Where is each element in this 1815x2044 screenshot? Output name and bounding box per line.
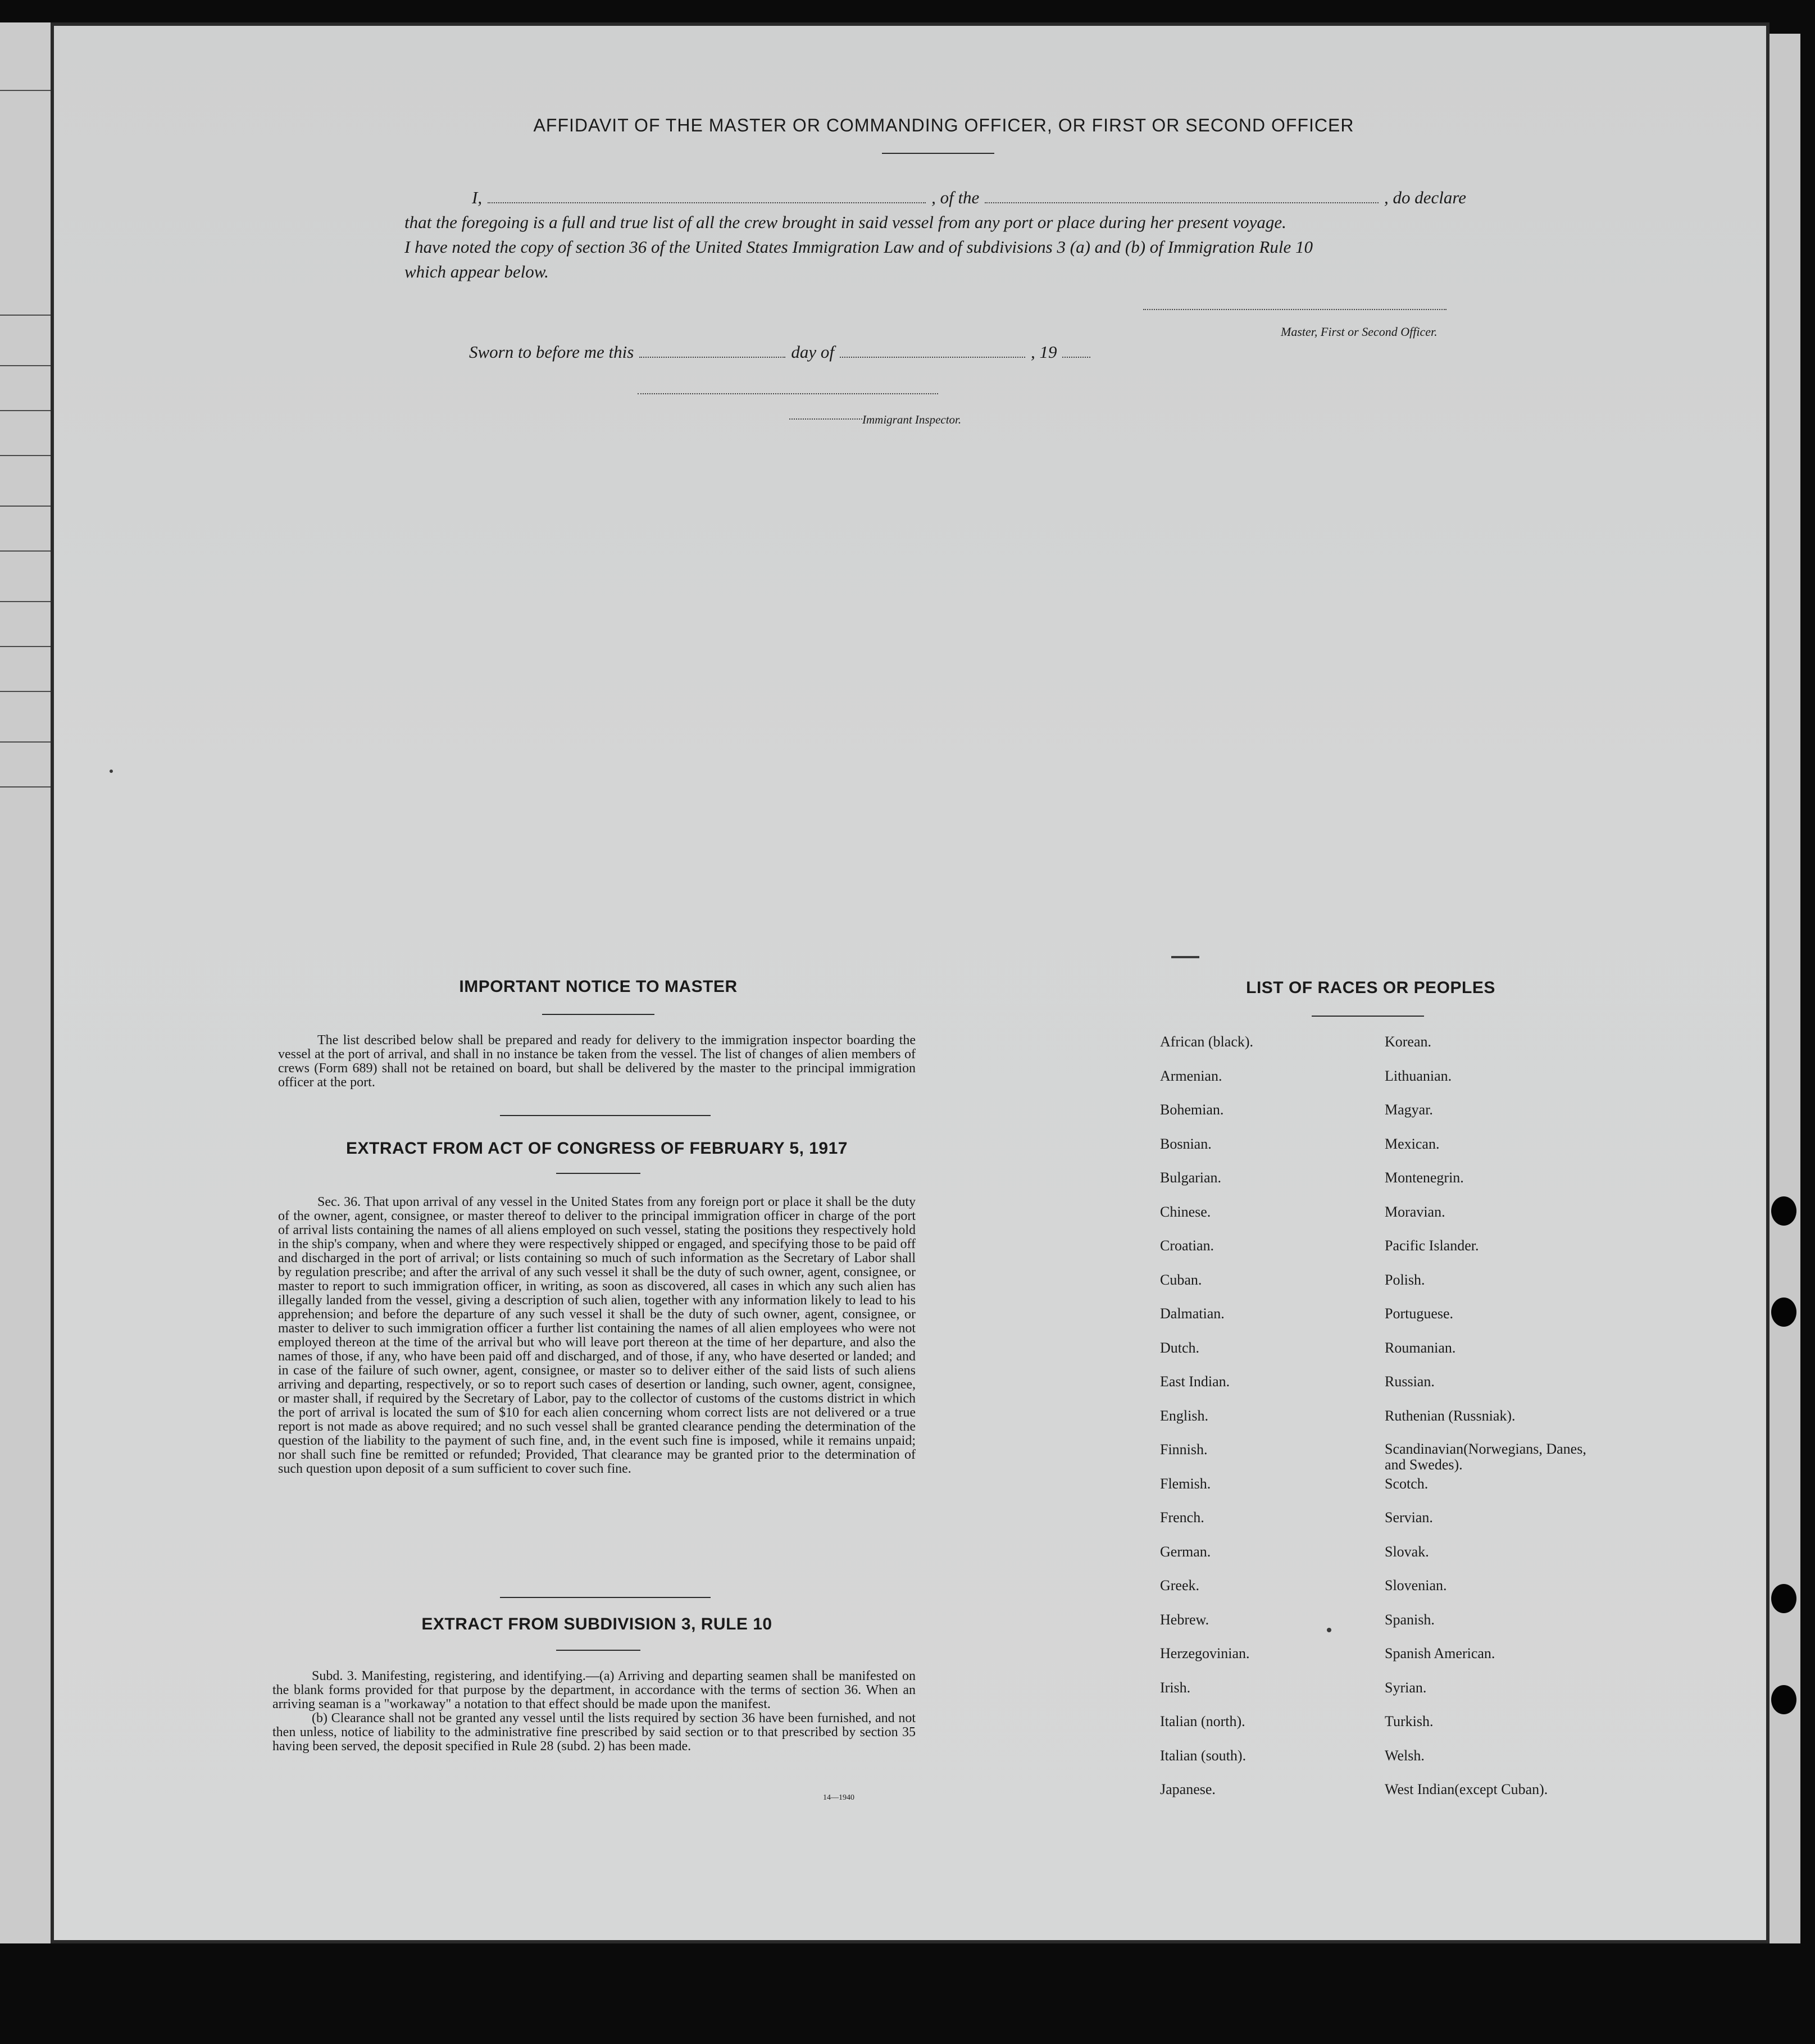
extract-act-body [278,1195,916,1476]
race-item: Polish. [1385,1271,1425,1288]
races-right-column [1385,1034,1587,1815]
punch-hole [1771,1584,1796,1613]
affidavit-line-3: I have noted the copy of section 36 of the United States Immigration Law and of subdivisions 3 (a) and (b) of Immigration Rule 10 [404,237,1313,257]
race-item: Scandinavian(Norwegians, Danes, and Swedes). [1385,1441,1586,1473]
race-item: Flemish. [1160,1475,1211,1492]
affidavit-of-the: , of the [931,188,980,207]
race-item: Japanese. [1160,1781,1216,1797]
race-item: Portuguese. [1385,1305,1454,1322]
race-item: Welsh. [1385,1747,1425,1764]
sworn-day-field[interactable] [639,340,785,358]
race-item: West Indian(except Cuban). [1385,1781,1548,1797]
race-item: Greek. [1160,1577,1200,1594]
race-item: Montenegrin. [1385,1169,1464,1186]
left-edge-strip [0,22,51,1943]
sworn-day-of: day of [791,342,834,362]
sworn-month-field[interactable] [840,340,1025,358]
edge-tick [0,90,51,91]
race-item: Korean. [1385,1034,1432,1050]
race-item: Italian (south). [1160,1747,1247,1764]
race-item: Spanish. [1385,1611,1435,1628]
edge-tick [0,741,51,743]
race-item: Irish. [1160,1679,1191,1696]
race-item: German. [1160,1543,1211,1560]
right-edge-strip [1769,34,1800,1943]
punch-hole [1771,1298,1796,1327]
extract-rule-title: EXTRACT FROM SUBDIVISION 3, RULE 10 [421,1615,772,1633]
notice-title: IMPORTANT NOTICE TO MASTER [459,977,738,996]
affidavit-text [404,185,1466,284]
subdivision-a-paragraph: Subd. 3. Manifesting, registering, and identifying.—(a) Arriving and departing seamen shall be manifested on the blank forms provided for that purpose by the department, in accordance with the terms of section 36. When an arriving seaman is a "workaway" a notation to that effect should be made upon the manifest. [272,1669,916,1711]
affidavit-line-1 [404,185,1466,210]
race-item: Herzegovinian. [1160,1645,1250,1661]
race-item: African (black). [1160,1034,1254,1050]
race-item: Turkish. [1385,1713,1434,1729]
section-36-paragraph: Sec. 36. That upon arrival of any vessel in the United States from any foreign port or place it shall be the duty of the owner, agent, consignee, or master thereof to deliver to the principal immigration officer in charge of the port of arrival lists containing the names of all aliens employed on such vessel, stating the positions they respectively hold in the ship's company, when and where they were respectively shipped or engaged, and specifying those to be paid off and discharged in the port of arrival; or lists containing so much of such information as the Secretary of Labor shall by regulation prescribe; and after the arrival of any such vessel it shall be the duty of such owner, agent, consignee, or master to report to such immigration officer, in writing, as soon as discovered, all cases in which any such alien has illegally landed from the vessel, giving a description of such alien, together with any information likely to lead to his apprehension; and before the departure of any such vessel it shall be the duty of such owner, agent, consignee, or master to deliver to such immigration officer a further list containing the names of all alien employees who were not employed thereon at the time of the arrival but who will leave port thereon at the time of her departure, and also the names of those, if any, who have been paid off and discharged, and of those, if any, who have deserted or landed; and in case of the failure of such owner, agent, consignee, or master so to deliver either of the said lists of such aliens arriving and departing, respectively, or so to report such cases of desertion or landing, such owner, agent, consignee, or master shall, if required by the Secretary of Labor, pay to the collector of customs of the customs district in which the port of arrival is located the sum of $10 for each alien concerning whom correct lists are not delivered or a true report is not made as above required; and no such vessel shall be granted clearance pending the determination of the question of the liability to the payment of such fine, and, in the event such fine is imposed, while it remains unpaid; nor shall such fine be remitted or refunded; Provided, That clearance may be granted prior to the determination of such question upon deposit of a sum sufficient to cover such fine. [278,1195,916,1476]
punch-hole [1771,1196,1796,1226]
race-item: Spanish American. [1385,1645,1495,1661]
races-rule [1312,1016,1424,1017]
edge-tick [0,455,51,456]
inspector-short-line [789,418,862,420]
sworn-year: , 19 [1030,342,1057,362]
race-item: Magyar. [1385,1101,1433,1118]
inspector-signature-line[interactable] [638,393,938,394]
title-rule [882,153,994,154]
section-divider [500,1115,711,1116]
race-item: Syrian. [1385,1679,1427,1696]
notice-body [278,1034,916,1090]
edge-tick [0,365,51,366]
affidavit-do-declare: , do declare [1384,188,1466,207]
race-item: Bosnian. [1160,1135,1212,1152]
edge-tick [0,315,51,316]
extract-act-title: EXTRACT FROM ACT OF CONGRESS OF FEBRUARY 5, 1917 [346,1139,848,1158]
race-item: Slovak. [1385,1543,1429,1560]
race-item: Dalmatian. [1160,1305,1225,1322]
race-item: Roumanian. [1385,1339,1456,1356]
scan-mark [1171,956,1199,958]
race-item: Finnish. [1160,1441,1208,1458]
notice-paragraph: The list described below shall be prepared and ready for delivery to the immigration inspector boarding the vessel at the port of arrival, and shall in no instance be taken from the vessel. The list of changes of alien members of crews (Form 689) shall not be retained on board, but shall be delivered by the master to the principal immigration officer at the port. [278,1033,916,1090]
race-item: Ruthenian (Russniak). [1385,1407,1516,1424]
races-left-column [1160,1034,1253,1815]
race-item: Croatian. [1160,1237,1214,1254]
subdivision-b-paragraph: (b) Clearance shall not be granted any vessel until the lists required by section 36 have been furnished, and not then unless, notice of liability to the administrative fine prescribed by said section or to that prescribed by section 35 having been served, the deposit specified in Rule 28 (subd. 2) has been made. [272,1711,916,1754]
race-item: Scotch. [1385,1475,1429,1492]
edge-tick [0,410,51,411]
edge-tick [0,601,51,602]
affidavit-title: AFFIDAVIT OF THE MASTER OR COMMANDING OFFICER, OR FIRST OR SECOND OFFICER [533,115,1354,135]
race-item: Italian (north). [1160,1713,1245,1729]
race-item: Dutch. [1160,1339,1200,1356]
extract-act-rule [556,1173,640,1174]
races-title: LIST OF RACES OR PEOPLES [1246,978,1495,997]
edge-tick [0,506,51,507]
edge-tick [0,786,51,787]
extract-rule-body [272,1669,916,1754]
race-item: Hebrew. [1160,1611,1209,1628]
race-item: Mexican. [1385,1135,1440,1152]
vessel-name-field[interactable] [985,185,1379,203]
scan-mark [1327,1628,1331,1632]
affidavit-line-2: that the foregoing is a full and true list of all the crew brought in said vessel from any port or place during her present voyage. [404,212,1286,232]
officer-name-field[interactable] [488,185,926,203]
race-item: Chinese. [1160,1203,1211,1220]
extract-rule-rule [556,1650,640,1651]
race-item: Bulgarian. [1160,1169,1222,1186]
scan-mark [110,770,113,773]
master-signature-line[interactable] [1143,309,1446,310]
race-item: Servian. [1385,1509,1433,1526]
punch-hole [1771,1685,1796,1714]
section-divider [500,1597,711,1598]
race-item: Cuban. [1160,1271,1202,1288]
race-item: Russian. [1385,1373,1435,1390]
affidavit-line-4: which appear below. [404,262,549,281]
master-caption: Master, First or Second Officer. [1281,325,1438,339]
inspector-caption: Immigrant Inspector. [862,413,962,426]
race-item: French. [1160,1509,1204,1526]
race-item: Bohemian. [1160,1101,1224,1118]
race-item: Lithuanian. [1385,1067,1452,1084]
sworn-line [469,340,1143,362]
race-item: Slovenian. [1385,1577,1447,1594]
race-item: English. [1160,1407,1208,1424]
sworn-year-field[interactable] [1062,340,1090,358]
race-item: Pacific Islander. [1385,1237,1479,1254]
form-number: 14—1940 [823,1793,854,1802]
race-item: East Indian. [1160,1373,1230,1390]
edge-tick [0,550,51,552]
sworn-prefix: Sworn to before me this [469,342,634,362]
race-item: Moravian. [1385,1203,1445,1220]
affidavit-i: I, [472,188,483,207]
edge-tick [0,646,51,647]
race-item: Armenian. [1160,1067,1222,1084]
notice-rule [542,1014,654,1015]
edge-tick [0,691,51,692]
